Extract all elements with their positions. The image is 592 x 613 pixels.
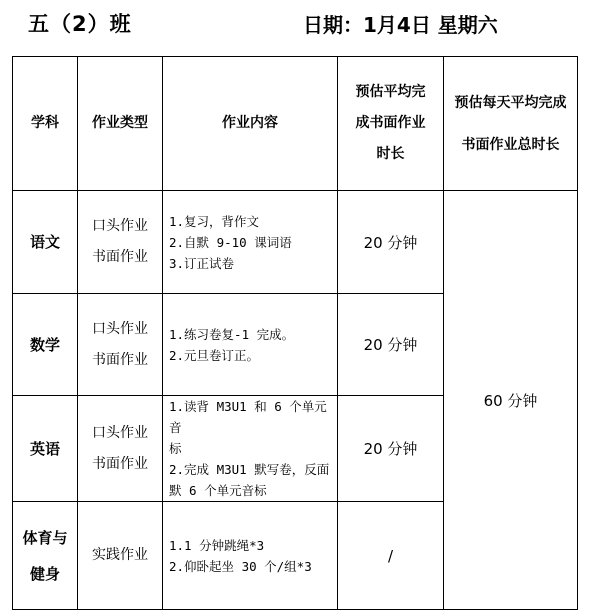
type-line: 实践作业 bbox=[92, 547, 148, 563]
homework-table bbox=[12, 56, 578, 610]
content-line: 1.练习卷复-1 完成。 bbox=[169, 326, 295, 342]
subject-cell bbox=[13, 502, 78, 610]
total-time-cell: 60 分钟 bbox=[444, 191, 578, 610]
type-cell bbox=[78, 191, 163, 294]
type-cell bbox=[78, 502, 163, 610]
content-cell bbox=[163, 191, 338, 294]
subject-cell: 语文 bbox=[13, 191, 78, 294]
header-time-line-2: 成书面作业 bbox=[355, 115, 426, 131]
type-line: 口头作业 bbox=[92, 424, 148, 441]
header-subject: 学科 bbox=[13, 57, 78, 191]
content-line: 2.仰卧起坐 30 个/组*3 bbox=[169, 558, 312, 574]
type-line: 书面作业 bbox=[92, 455, 148, 472]
time-cell: / bbox=[338, 502, 444, 610]
subject-cell: 英语 bbox=[13, 396, 78, 502]
type-line: 书面作业 bbox=[92, 249, 148, 265]
content-cell bbox=[163, 294, 338, 396]
header-time-line-3: 时长 bbox=[376, 146, 405, 162]
content-line: 2.自默 9-10 课词语 bbox=[169, 234, 292, 250]
content-cell bbox=[163, 502, 338, 610]
content-line: 1.读背 M3U1 和 6 个单元音 bbox=[169, 399, 327, 435]
content-line: 标 bbox=[169, 441, 182, 456]
header-time-line-1: 预估平均完 bbox=[355, 84, 426, 100]
class-name: 五（2）班 bbox=[28, 12, 132, 36]
subject-line: 健身 bbox=[29, 564, 60, 583]
subject-line: 体育与 bbox=[22, 528, 68, 547]
content-line: 2.元旦卷订正。 bbox=[169, 347, 260, 363]
content-line: 3.订正试卷 bbox=[169, 255, 235, 271]
header-total-line-1: 预估每天平均完成 bbox=[454, 94, 567, 111]
table-row bbox=[13, 191, 578, 294]
content-line: 1.1 分钟跳绳*3 bbox=[169, 537, 265, 553]
header-row bbox=[13, 57, 578, 191]
content-line: 1.复习，背作文 bbox=[169, 213, 260, 229]
header-time bbox=[338, 57, 444, 191]
header-total-line-2: 书面作业总时长 bbox=[461, 136, 560, 153]
time-cell: 20 分钟 bbox=[338, 294, 444, 396]
subject-cell: 数学 bbox=[13, 294, 78, 396]
content-line: 2.完成 M3U1 默写卷，反面 bbox=[169, 462, 330, 477]
header-content: 作业内容 bbox=[163, 57, 338, 191]
header-total bbox=[444, 57, 578, 191]
content-cell bbox=[163, 396, 338, 502]
content-line: 默 6 个单元音标 bbox=[169, 483, 267, 498]
header-type: 作业类型 bbox=[78, 57, 163, 191]
time-cell: 20 分钟 bbox=[338, 191, 444, 294]
type-line: 书面作业 bbox=[92, 351, 148, 368]
type-cell bbox=[78, 294, 163, 396]
page-header bbox=[0, 0, 592, 56]
type-cell bbox=[78, 396, 163, 502]
time-cell: 20 分钟 bbox=[338, 396, 444, 502]
type-line: 口头作业 bbox=[92, 320, 148, 337]
date-label: 日期：1月4日 星期六 bbox=[303, 13, 498, 37]
type-line: 口头作业 bbox=[92, 218, 148, 234]
